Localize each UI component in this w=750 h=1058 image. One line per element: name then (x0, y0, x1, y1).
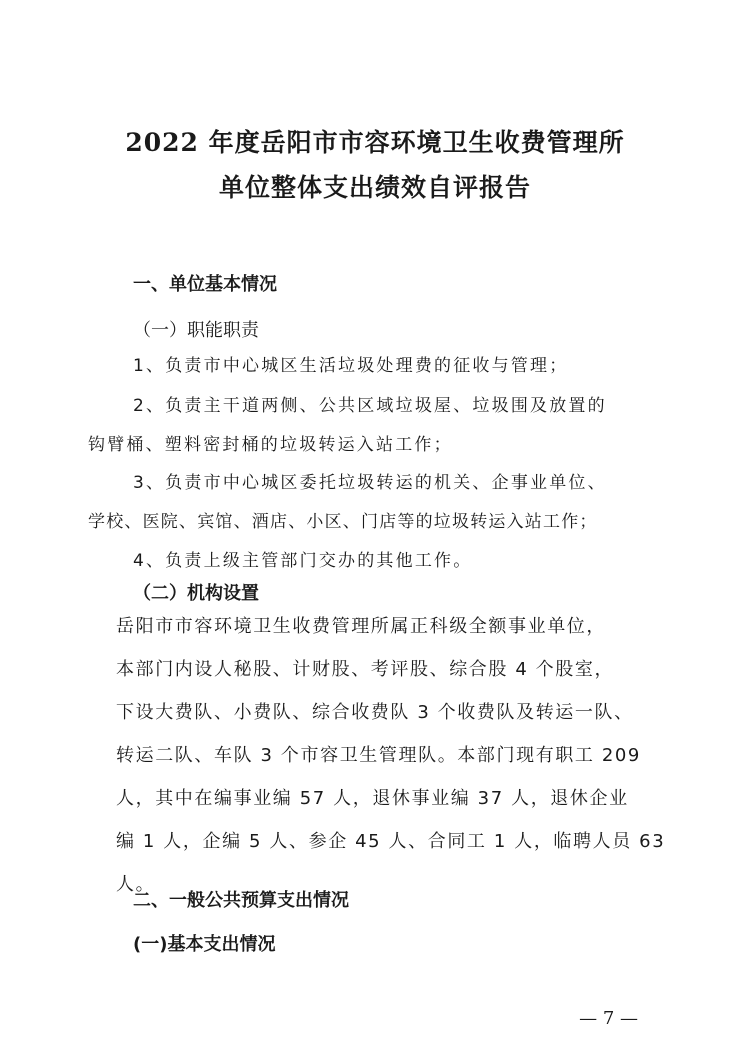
duty-line-5: 学校、医院、宾馆、酒店、小区、门店等的垃圾转运入站工作； (88, 512, 598, 532)
duty-line-1: 1、负责市中心城区生活垃圾处理费的征收与管理； (133, 356, 569, 376)
org-line-7: 人。 (116, 874, 156, 895)
org-line-6: 编 1 人，企编 5 人、参企 45 人、合同工 1 人，临聘人员 63 (116, 831, 666, 852)
org-line-1: 岳阳市市容环境卫生收费管理所属正科级全额事业单位， (116, 616, 606, 637)
page-number: — 7 — (579, 1008, 638, 1029)
org-line-5: 人，其中在编事业编 57 人，退休事业编 37 人，退休企业 (116, 788, 629, 809)
org-line-4: 转运二队、车队 3 个市容卫生管理队。本部门现有职工 209 (116, 745, 641, 766)
document-title-line-1: 2022 年度岳阳市市容环境卫生收费管理所 (125, 128, 625, 157)
duty-line-4: 3、负责市中心城区委托垃圾转运的机关、企事业单位、 (133, 473, 607, 493)
section-2-heading: 二、一般公共预算支出情况 (133, 890, 349, 911)
duty-line-6: 4、负责上级主管部门交办的其他工作。 (133, 551, 473, 571)
section-1-sub-1-heading: （一）职能职责 (133, 320, 259, 341)
section-1-heading: 一、单位基本情况 (133, 274, 277, 295)
document-title-line-2: 单位整体支出绩效自评报告 (218, 173, 531, 202)
duty-line-3: 钩臂桶、塑料密封桶的垃圾转运入站工作； (88, 435, 453, 455)
section-1-sub-2-heading: （二）机构设置 (133, 583, 259, 604)
section-2-sub-1-heading: (一)基本支出情况 (133, 934, 276, 955)
org-line-2: 本部门内设人秘股、计财股、考评股、综合股 4 个股室， (116, 659, 615, 680)
duty-line-2: 2、负责主干道两侧、公共区域垃圾屋、垃圾围及放置的 (133, 396, 607, 416)
org-line-3: 下设大费队、小费队、综合收费队 3 个收费队及转运一队、 (116, 702, 634, 723)
